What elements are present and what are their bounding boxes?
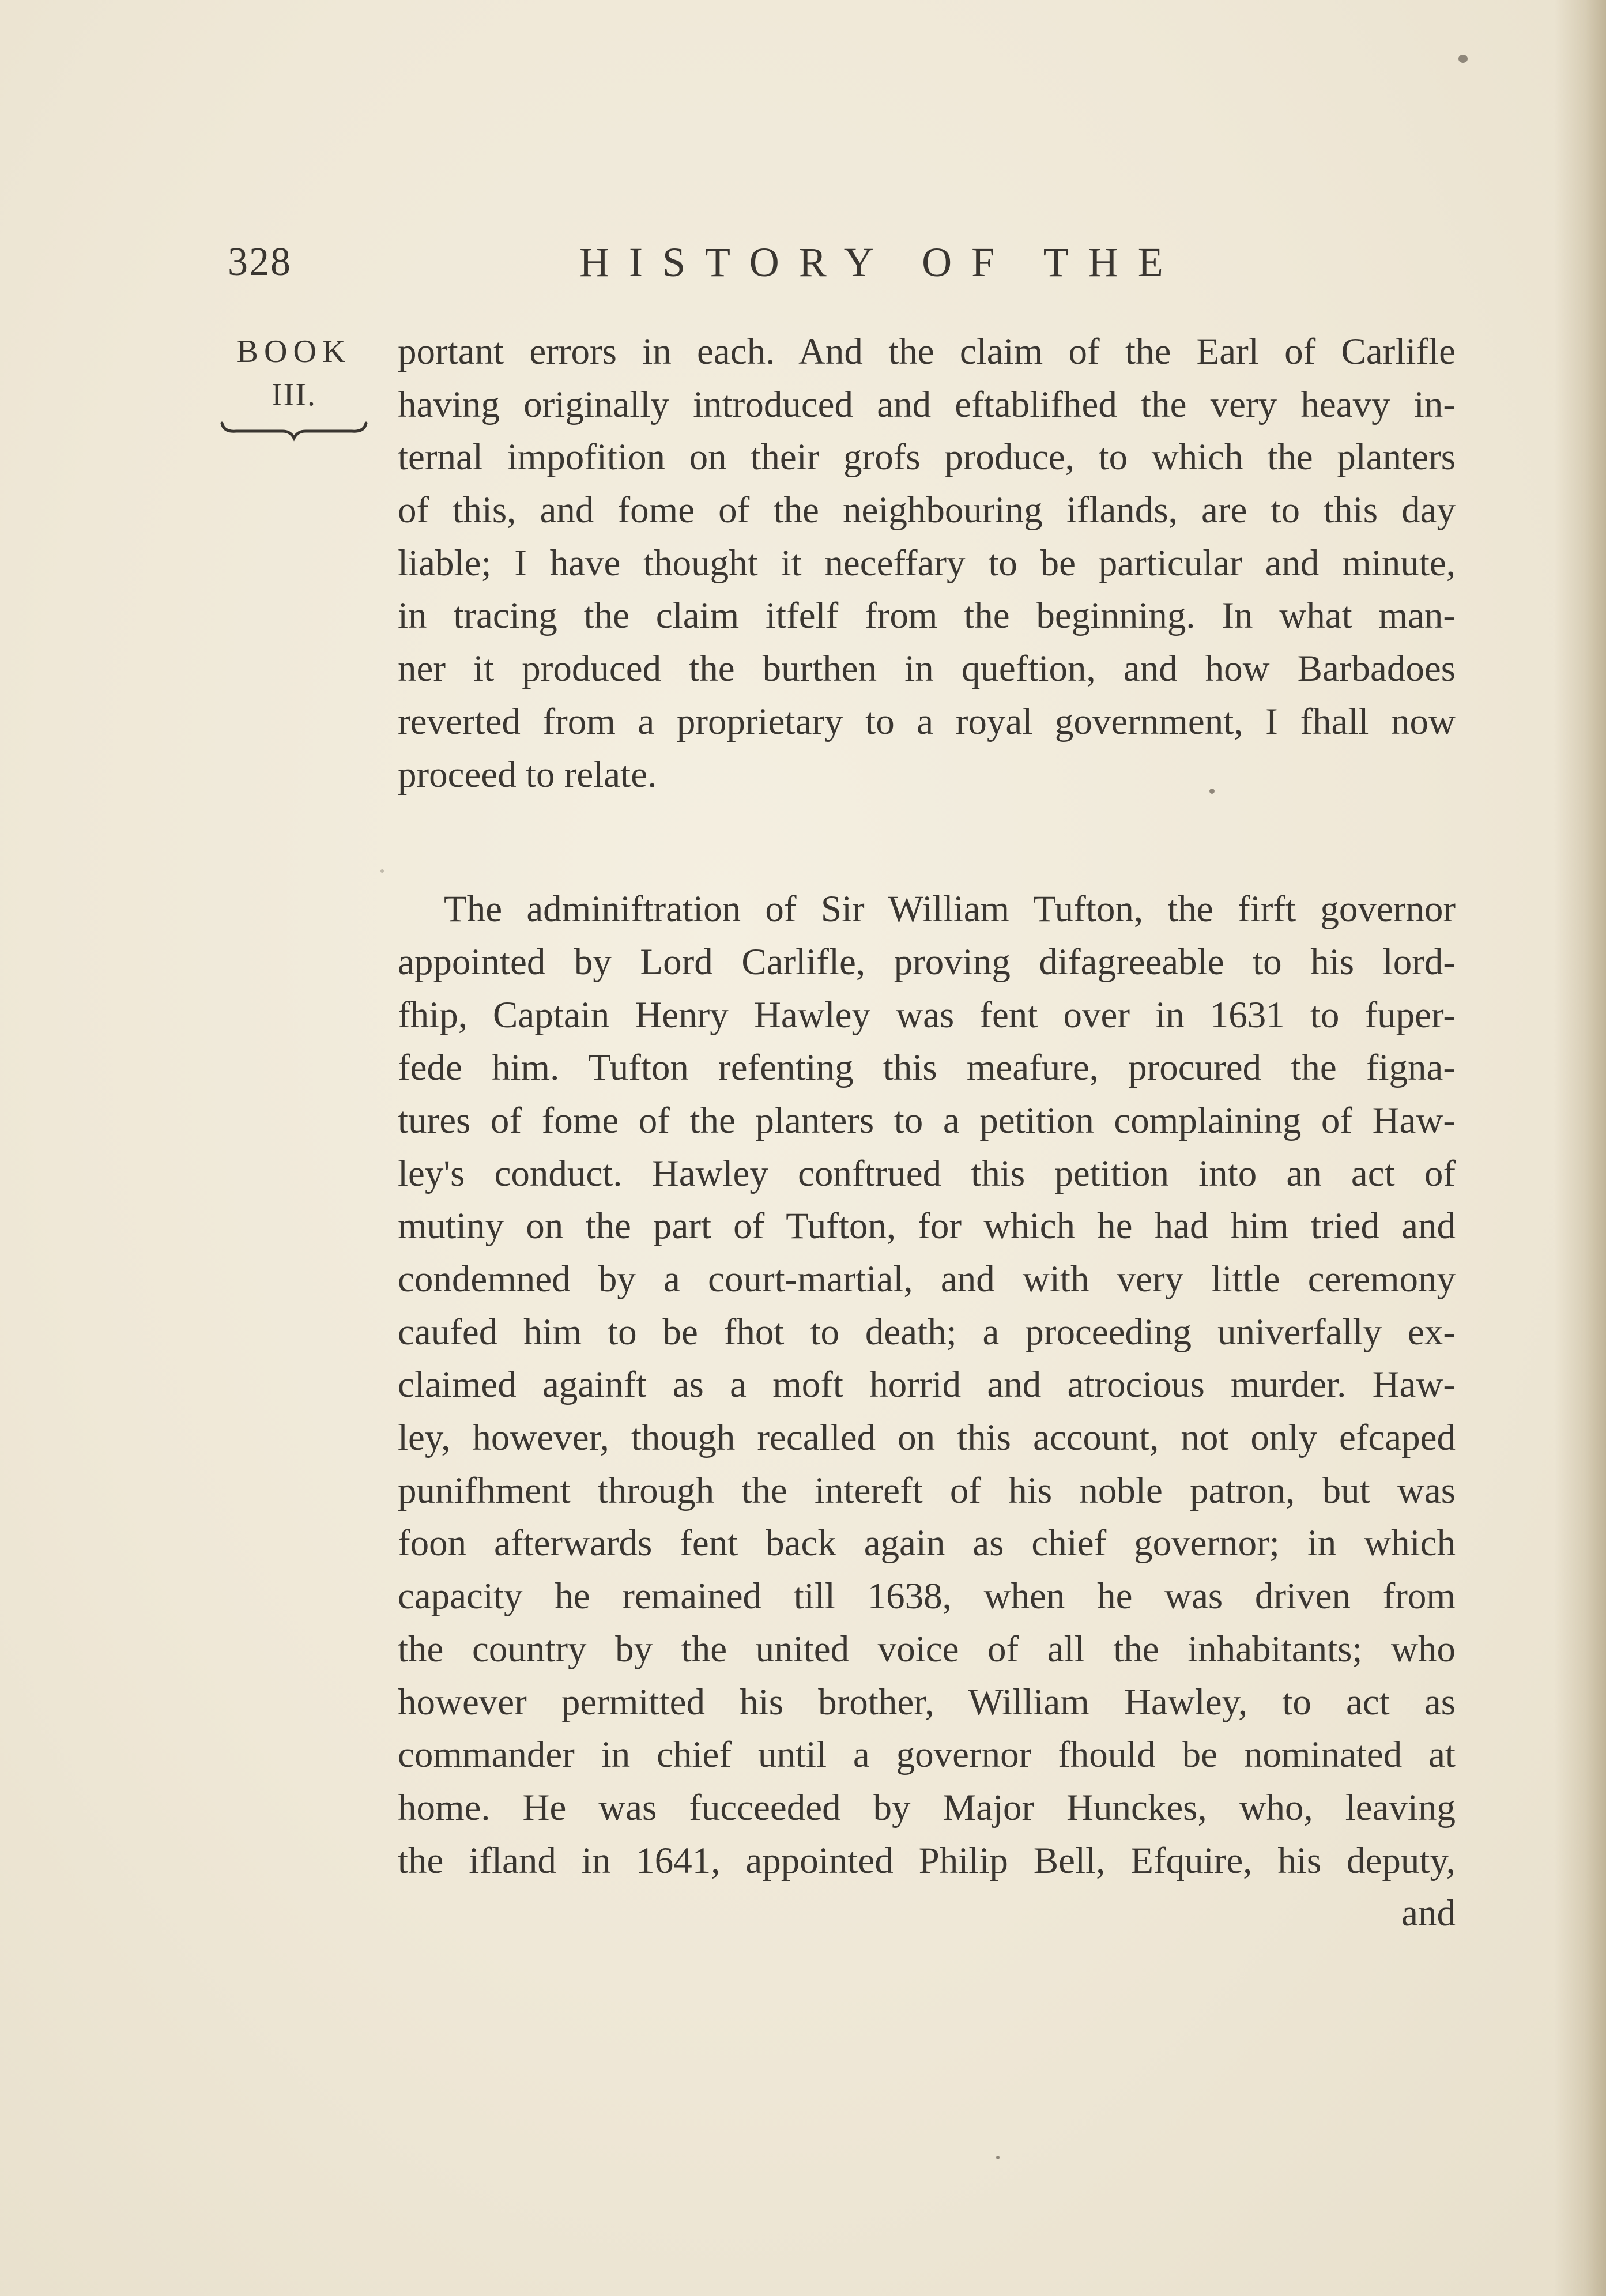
text-line: liable; I have thought it neceffary to be particular and minute, xyxy=(398,542,1456,584)
text-line: ley's conduct. Hawley conftrued this petition into an act of xyxy=(398,1152,1456,1194)
text-line: mutiny on the part of Tufton, for which he had him tried and xyxy=(398,1205,1456,1247)
running-head: HISTORY OF THE xyxy=(579,239,1183,285)
paper-speck xyxy=(996,2156,1000,2159)
paragraph-1 xyxy=(398,326,1456,801)
text-line: the country by the united voice of all the inhabitants; who xyxy=(398,1628,1456,1670)
paragraph-2 xyxy=(398,883,1456,1887)
text-line: appointed by Lord Carlifle, proving difagreeable to his lord- xyxy=(398,941,1456,983)
text-line: tures of fome of the planters to a petition complaining of Haw- xyxy=(398,1099,1456,1141)
spine-shadow xyxy=(1554,0,1606,2296)
catchword: and xyxy=(1401,1892,1456,1935)
text-line: home. He was fucceeded by Major Hunckes, who, leaving xyxy=(398,1786,1456,1828)
text-line: fede him. Tufton refenting this meafure, procured the figna- xyxy=(398,1047,1456,1089)
text-line: ternal impofition on their grofs produce, to which the planters xyxy=(398,436,1456,478)
page-number: 328 xyxy=(228,240,292,284)
text-line: capacity he remained till 1638, when he was driven from xyxy=(398,1575,1456,1618)
text-line: in tracing the claim itfelf from the beginning. In what man- xyxy=(398,595,1456,637)
margin-book-label: BOOK xyxy=(236,334,352,370)
text-line: of this, and fome of the neighbouring iflands, are to this day xyxy=(398,489,1456,531)
text-line: The adminiftration of Sir William Tufton, the firft governor xyxy=(444,888,1456,930)
text-line: ner it produced the burthen in queftion, and how Barbadoes xyxy=(398,648,1456,690)
text-line: foon afterwards fent back again as chief governor; in which xyxy=(398,1522,1456,1564)
margin-note xyxy=(216,329,372,442)
paper-speck xyxy=(1458,55,1468,63)
paragraph-gap xyxy=(398,801,1456,883)
text-line: claimed againft as a moft horrid and atrocious murder. Haw- xyxy=(398,1364,1456,1406)
body-text xyxy=(398,326,1456,1940)
text-line: having originally introduced and eftablifhed the very heavy in- xyxy=(398,383,1456,425)
brace-ornament-icon xyxy=(219,419,369,442)
paper-speck xyxy=(1209,789,1215,794)
text-line: proceed to relate. xyxy=(398,753,657,796)
text-line: commander in chief until a governor fhould be nominated at xyxy=(398,1734,1456,1776)
text-line: however permitted his brother, William Hawley, to act as xyxy=(398,1681,1456,1723)
text-line: caufed him to be fhot to death; a proceeding univerfally ex- xyxy=(398,1311,1456,1353)
margin-book-number: III. xyxy=(272,377,316,413)
text-line: the ifland in 1641, appointed Philip Bell, Efquire, his deputy, xyxy=(398,1839,1456,1882)
text-line: fhip, Captain Henry Hawley was fent over in 1631 to fuper- xyxy=(398,994,1456,1036)
text-line: portant errors in each. And the claim of the Earl of Carlifle xyxy=(398,331,1456,372)
text-line: ley, however, though recalled on this account, not only efcaped xyxy=(398,1417,1456,1459)
text-line: punifhment through the intereft of his noble patron, but was xyxy=(398,1469,1456,1511)
text-line: reverted from a proprietary to a royal government, I fhall now xyxy=(398,700,1456,742)
paper-speck xyxy=(380,869,384,873)
text-line: condemned by a court-martial, and with very little ceremony xyxy=(398,1258,1456,1300)
